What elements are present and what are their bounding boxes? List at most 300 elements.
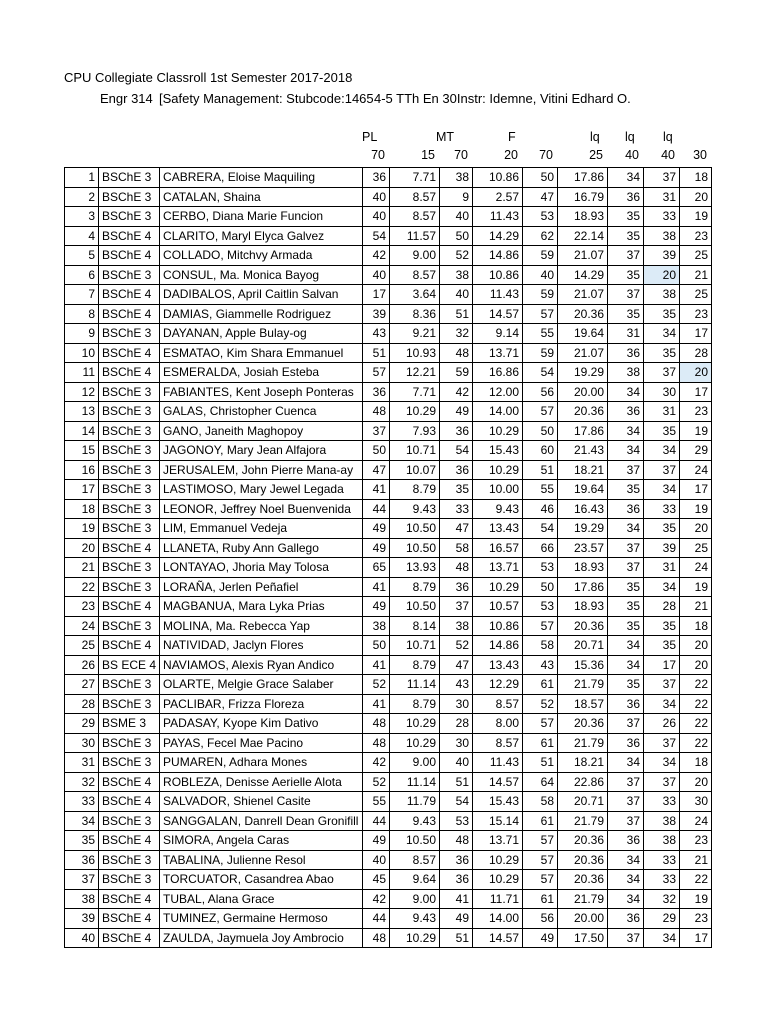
row-number: 27 <box>65 675 99 695</box>
classroll-table <box>64 167 712 948</box>
mt-raw: 47 <box>440 655 473 675</box>
pl-raw: 42 <box>363 753 390 773</box>
student-name: NAVIAMOS, Alexis Ryan Andico <box>160 655 363 675</box>
lq-2: 37 <box>644 675 680 695</box>
pl-weighted: 9.64 <box>390 870 440 890</box>
f-raw: 50 <box>523 421 558 441</box>
mt-raw: 48 <box>440 343 473 363</box>
table-row <box>65 168 712 188</box>
mt-weighted: 10.29 <box>473 460 523 480</box>
program: BSChE 3 <box>99 850 160 870</box>
student-name: DAYANAN, Apple Bulay-og <box>160 324 363 344</box>
f-raw: 49 <box>523 928 558 948</box>
program: BSChE 3 <box>99 402 160 422</box>
f-raw: 58 <box>523 636 558 656</box>
mt-raw: 54 <box>440 441 473 461</box>
mt-weighted: 14.00 <box>473 909 523 929</box>
f-raw: 59 <box>523 285 558 305</box>
row-number: 20 <box>65 538 99 558</box>
f-weighted: 18.93 <box>558 207 608 227</box>
pl-weighted: 10.71 <box>390 441 440 461</box>
student-name: ESMATAO, Kim Shara Emmanuel <box>160 343 363 363</box>
student-name: LASTIMOSO, Mary Jewel Legada <box>160 480 363 500</box>
mt-weighted: 11.71 <box>473 889 523 909</box>
lq-2: 32 <box>644 889 680 909</box>
f-weighted: 18.21 <box>558 753 608 773</box>
table-row <box>65 792 712 812</box>
row-number: 10 <box>65 343 99 363</box>
table-row <box>65 870 712 890</box>
program: BSChE 3 <box>99 733 160 753</box>
subject-info: [Safety Management: Stubcode:1465 <box>159 91 374 106</box>
lq-3: 22 <box>680 675 712 695</box>
pl-weighted: 9.43 <box>390 811 440 831</box>
row-number: 26 <box>65 655 99 675</box>
pl-raw: 50 <box>363 441 390 461</box>
mt-weighted: 11.43 <box>473 207 523 227</box>
program: BSChE 3 <box>99 811 160 831</box>
pl-raw: 42 <box>363 246 390 266</box>
mt-weighted: 16.86 <box>473 363 523 383</box>
student-name: LIM, Emmanuel Vedeja <box>160 519 363 539</box>
lq-1: 35 <box>608 226 644 246</box>
mt-weighted: 14.57 <box>473 928 523 948</box>
lq-2: 34 <box>644 480 680 500</box>
student-name: CLARITO, Maryl Elyca Galvez <box>160 226 363 246</box>
f-weighted: 17.86 <box>558 168 608 188</box>
header-lq-2: lq <box>625 130 635 144</box>
f-weighted: 19.29 <box>558 363 608 383</box>
f-raw: 59 <box>523 343 558 363</box>
lq-1: 36 <box>608 733 644 753</box>
header-f: F <box>508 130 516 144</box>
mt-weighted: 14.29 <box>473 226 523 246</box>
table-row <box>65 246 712 266</box>
lq-1: 34 <box>608 636 644 656</box>
f-raw: 54 <box>523 363 558 383</box>
program: BSChE 4 <box>99 343 160 363</box>
pl-raw: 40 <box>363 850 390 870</box>
program: BSChE 4 <box>99 909 160 929</box>
row-number: 37 <box>65 870 99 890</box>
program: BSChE 3 <box>99 519 160 539</box>
row-number: 13 <box>65 402 99 422</box>
mt-raw: 51 <box>440 304 473 324</box>
mt-weighted: 15.14 <box>473 811 523 831</box>
program: BSChE 4 <box>99 597 160 617</box>
pl-weighted: 8.57 <box>390 187 440 207</box>
pl-raw: 41 <box>363 655 390 675</box>
mt-weighted: 12.00 <box>473 382 523 402</box>
f-weighted: 21.79 <box>558 811 608 831</box>
pl-weighted: 8.14 <box>390 616 440 636</box>
table-row <box>65 675 712 695</box>
student-name: TUBAL, Alana Grace <box>160 889 363 909</box>
pl-raw: 40 <box>363 187 390 207</box>
mt-raw: 47 <box>440 519 473 539</box>
table-row <box>65 421 712 441</box>
pl-weighted: 10.50 <box>390 597 440 617</box>
lq-2: 35 <box>644 616 680 636</box>
program: BSChE 4 <box>99 226 160 246</box>
row-number: 15 <box>65 441 99 461</box>
program: BSChE 3 <box>99 460 160 480</box>
pl-weighted: 10.29 <box>390 402 440 422</box>
f-weighted: 20.00 <box>558 382 608 402</box>
pl-weighted: 10.71 <box>390 636 440 656</box>
table-row <box>65 226 712 246</box>
pl-weighted: 8.79 <box>390 480 440 500</box>
row-number: 32 <box>65 772 99 792</box>
pl-weighted: 12.21 <box>390 363 440 383</box>
mt-weighted: 13.71 <box>473 558 523 578</box>
f-weighted: 21.79 <box>558 733 608 753</box>
table-row <box>65 753 712 773</box>
lq-1: 37 <box>608 558 644 578</box>
lq-3: 19 <box>680 499 712 519</box>
mt-raw: 50 <box>440 226 473 246</box>
lq-3: 20 <box>680 636 712 656</box>
row-number: 29 <box>65 714 99 734</box>
pl-weighted: 8.79 <box>390 577 440 597</box>
row-number: 21 <box>65 558 99 578</box>
lq-2: 33 <box>644 207 680 227</box>
program: BSChE 4 <box>99 792 160 812</box>
student-name: SALVADOR, Shienel Casite <box>160 792 363 812</box>
lq-1: 34 <box>608 168 644 188</box>
mt-weighted: 16.57 <box>473 538 523 558</box>
mt-raw: 40 <box>440 285 473 305</box>
f-weighted: 20.71 <box>558 792 608 812</box>
lq-2: 31 <box>644 187 680 207</box>
table-row <box>65 694 712 714</box>
program: BSChE 4 <box>99 538 160 558</box>
f-weighted: 20.36 <box>558 616 608 636</box>
table-row <box>65 499 712 519</box>
pl-raw: 48 <box>363 928 390 948</box>
row-number: 38 <box>65 889 99 909</box>
f-weighted: 21.07 <box>558 343 608 363</box>
f-raw: 66 <box>523 538 558 558</box>
mt-raw: 52 <box>440 246 473 266</box>
pl-raw: 55 <box>363 792 390 812</box>
max-score-4: 20 <box>504 148 518 162</box>
program: BSChE 3 <box>99 382 160 402</box>
student-name: ROBLEZA, Denisse Aerielle Alota <box>160 772 363 792</box>
pl-weighted: 7.93 <box>390 421 440 441</box>
mt-weighted: 10.29 <box>473 850 523 870</box>
mt-raw: 38 <box>440 265 473 285</box>
pl-raw: 48 <box>363 733 390 753</box>
lq-2: 17 <box>644 655 680 675</box>
f-raw: 58 <box>523 792 558 812</box>
f-raw: 51 <box>523 460 558 480</box>
max-score-1: 70 <box>371 148 385 162</box>
lq-2: 34 <box>644 928 680 948</box>
lq-1: 36 <box>608 187 644 207</box>
student-name: OLARTE, Melgie Grace Salaber <box>160 675 363 695</box>
mt-weighted: 13.71 <box>473 831 523 851</box>
document-title: CPU Collegiate Classroll 1st Semester 2017-2018 <box>64 70 353 85</box>
row-number: 35 <box>65 831 99 851</box>
student-name: ZAULDA, Jaymuela Joy Ambrocio <box>160 928 363 948</box>
lq-3: 25 <box>680 285 712 305</box>
mt-weighted: 15.43 <box>473 441 523 461</box>
lq-1: 37 <box>608 792 644 812</box>
mt-weighted: 10.86 <box>473 616 523 636</box>
pl-raw: 50 <box>363 636 390 656</box>
pl-raw: 43 <box>363 324 390 344</box>
program: BSChE 3 <box>99 265 160 285</box>
program: BSChE 3 <box>99 207 160 227</box>
pl-weighted: 10.50 <box>390 538 440 558</box>
lq-2: 35 <box>644 421 680 441</box>
lq-1: 35 <box>608 577 644 597</box>
pl-weighted: 10.29 <box>390 733 440 753</box>
program: BSChE 3 <box>99 616 160 636</box>
lq-1: 34 <box>608 753 644 773</box>
pl-raw: 40 <box>363 207 390 227</box>
pl-weighted: 7.71 <box>390 382 440 402</box>
mt-raw: 36 <box>440 421 473 441</box>
pl-raw: 47 <box>363 460 390 480</box>
program: BSChE 4 <box>99 363 160 383</box>
f-weighted: 18.21 <box>558 460 608 480</box>
f-weighted: 21.43 <box>558 441 608 461</box>
program: BSChE 3 <box>99 480 160 500</box>
row-number: 14 <box>65 421 99 441</box>
max-score-8: 40 <box>661 148 675 162</box>
program: BSChE 3 <box>99 441 160 461</box>
program: BSChE 3 <box>99 168 160 188</box>
row-number: 5 <box>65 246 99 266</box>
table-row <box>65 187 712 207</box>
row-number: 2 <box>65 187 99 207</box>
lq-3: 21 <box>680 265 712 285</box>
program: BSChE 4 <box>99 831 160 851</box>
lq-3: 19 <box>680 421 712 441</box>
student-name: LONTAYAO, Jhoria May Tolosa <box>160 558 363 578</box>
f-weighted: 21.07 <box>558 285 608 305</box>
lq-3: 22 <box>680 714 712 734</box>
program: BSChE 4 <box>99 285 160 305</box>
pl-raw: 44 <box>363 909 390 929</box>
table-row <box>65 616 712 636</box>
f-weighted: 22.14 <box>558 226 608 246</box>
mt-weighted: 10.57 <box>473 597 523 617</box>
lq-1: 34 <box>608 519 644 539</box>
table-row <box>65 285 712 305</box>
f-weighted: 18.57 <box>558 694 608 714</box>
mt-weighted: 8.57 <box>473 694 523 714</box>
row-number: 12 <box>65 382 99 402</box>
f-raw: 57 <box>523 304 558 324</box>
pl-raw: 65 <box>363 558 390 578</box>
lq-3: 25 <box>680 246 712 266</box>
pl-weighted: 10.50 <box>390 831 440 851</box>
program: BSChE 3 <box>99 753 160 773</box>
lq-2: 29 <box>644 909 680 929</box>
pl-raw: 36 <box>363 168 390 188</box>
mt-raw: 41 <box>440 889 473 909</box>
program: BSChE 3 <box>99 324 160 344</box>
table-row <box>65 928 712 948</box>
row-number: 16 <box>65 460 99 480</box>
lq-1: 34 <box>608 870 644 890</box>
lq-1: 36 <box>608 831 644 851</box>
table-row <box>65 304 712 324</box>
row-number: 25 <box>65 636 99 656</box>
f-weighted: 20.00 <box>558 909 608 929</box>
lq-1: 37 <box>608 460 644 480</box>
lq-1: 35 <box>608 616 644 636</box>
lq-2: 37 <box>644 168 680 188</box>
pl-raw: 36 <box>363 382 390 402</box>
pl-raw: 49 <box>363 519 390 539</box>
f-raw: 54 <box>523 519 558 539</box>
mt-raw: 51 <box>440 772 473 792</box>
row-number: 30 <box>65 733 99 753</box>
table-row <box>65 343 712 363</box>
f-weighted: 20.36 <box>558 831 608 851</box>
program: BSChE 4 <box>99 772 160 792</box>
table-row <box>65 772 712 792</box>
lq-2: 34 <box>644 753 680 773</box>
student-name: CATALAN, Shaina <box>160 187 363 207</box>
lq-1: 34 <box>608 655 644 675</box>
lq-1: 34 <box>608 889 644 909</box>
mt-weighted: 13.71 <box>473 343 523 363</box>
mt-weighted: 14.86 <box>473 246 523 266</box>
f-raw: 61 <box>523 733 558 753</box>
table-row <box>65 538 712 558</box>
row-number: 3 <box>65 207 99 227</box>
mt-raw: 36 <box>440 850 473 870</box>
lq-1: 36 <box>608 909 644 929</box>
student-name: CONSUL, Ma. Monica Bayog <box>160 265 363 285</box>
f-weighted: 15.36 <box>558 655 608 675</box>
mt-weighted: 9.14 <box>473 324 523 344</box>
mt-raw: 38 <box>440 616 473 636</box>
f-weighted: 19.64 <box>558 324 608 344</box>
pl-raw: 41 <box>363 694 390 714</box>
lq-3: 17 <box>680 480 712 500</box>
lq-2: 38 <box>644 811 680 831</box>
lq-2: 35 <box>644 636 680 656</box>
row-number: 18 <box>65 499 99 519</box>
lq-1: 37 <box>608 538 644 558</box>
student-name: MAGBANUA, Mara Lyka Prias <box>160 597 363 617</box>
pl-weighted: 9.00 <box>390 246 440 266</box>
pl-weighted: 8.79 <box>390 655 440 675</box>
row-number: 17 <box>65 480 99 500</box>
pl-weighted: 8.57 <box>390 207 440 227</box>
f-weighted: 21.79 <box>558 675 608 695</box>
lq-3: 20 <box>680 363 712 383</box>
lq-1: 35 <box>608 597 644 617</box>
max-score-6: 25 <box>589 148 603 162</box>
lq-1: 36 <box>608 402 644 422</box>
pl-raw: 44 <box>363 811 390 831</box>
student-name: SIMORA, Angela Caras <box>160 831 363 851</box>
lq-3: 20 <box>680 655 712 675</box>
pl-weighted: 11.14 <box>390 675 440 695</box>
table-row <box>65 207 712 227</box>
lq-1: 37 <box>608 714 644 734</box>
pl-weighted: 7.71 <box>390 168 440 188</box>
pl-raw: 48 <box>363 714 390 734</box>
table-row <box>65 460 712 480</box>
mt-weighted: 10.29 <box>473 577 523 597</box>
row-number: 36 <box>65 850 99 870</box>
mt-weighted: 13.43 <box>473 519 523 539</box>
lq-1: 37 <box>608 246 644 266</box>
lq-2: 37 <box>644 363 680 383</box>
lq-3: 18 <box>680 616 712 636</box>
table-row <box>65 558 712 578</box>
f-weighted: 20.36 <box>558 402 608 422</box>
table-row <box>65 850 712 870</box>
mt-raw: 30 <box>440 733 473 753</box>
lq-2: 34 <box>644 694 680 714</box>
program: BS ECE 4 <box>99 655 160 675</box>
lq-1: 37 <box>608 285 644 305</box>
lq-1: 37 <box>608 928 644 948</box>
lq-1: 35 <box>608 675 644 695</box>
pl-weighted: 10.50 <box>390 519 440 539</box>
program: BSChE 3 <box>99 187 160 207</box>
lq-3: 19 <box>680 889 712 909</box>
lq-1: 37 <box>608 811 644 831</box>
lq-3: 23 <box>680 304 712 324</box>
student-name: FABIANTES, Kent Joseph Ponteras <box>160 382 363 402</box>
f-raw: 60 <box>523 441 558 461</box>
table-row <box>65 714 712 734</box>
lq-1: 38 <box>608 363 644 383</box>
f-weighted: 18.93 <box>558 597 608 617</box>
pl-weighted: 10.07 <box>390 460 440 480</box>
row-number: 7 <box>65 285 99 305</box>
pl-raw: 52 <box>363 772 390 792</box>
f-raw: 61 <box>523 811 558 831</box>
f-weighted: 20.71 <box>558 636 608 656</box>
lq-3: 20 <box>680 519 712 539</box>
mt-raw: 28 <box>440 714 473 734</box>
mt-raw: 36 <box>440 460 473 480</box>
mt-weighted: 11.43 <box>473 285 523 305</box>
lq-3: 25 <box>680 538 712 558</box>
program: BSChE 4 <box>99 928 160 948</box>
pl-raw: 48 <box>363 402 390 422</box>
f-weighted: 20.36 <box>558 304 608 324</box>
pl-weighted: 11.57 <box>390 226 440 246</box>
f-raw: 47 <box>523 187 558 207</box>
mt-raw: 40 <box>440 753 473 773</box>
row-number: 11 <box>65 363 99 383</box>
lq-3: 18 <box>680 168 712 188</box>
f-raw: 55 <box>523 324 558 344</box>
f-raw: 53 <box>523 558 558 578</box>
program: BSChE 3 <box>99 558 160 578</box>
pl-raw: 45 <box>363 870 390 890</box>
f-raw: 51 <box>523 753 558 773</box>
lq-2: 31 <box>644 402 680 422</box>
mt-raw: 36 <box>440 577 473 597</box>
mt-weighted: 10.86 <box>473 168 523 188</box>
lq-2: 35 <box>644 343 680 363</box>
lq-3: 23 <box>680 831 712 851</box>
mt-raw: 52 <box>440 636 473 656</box>
